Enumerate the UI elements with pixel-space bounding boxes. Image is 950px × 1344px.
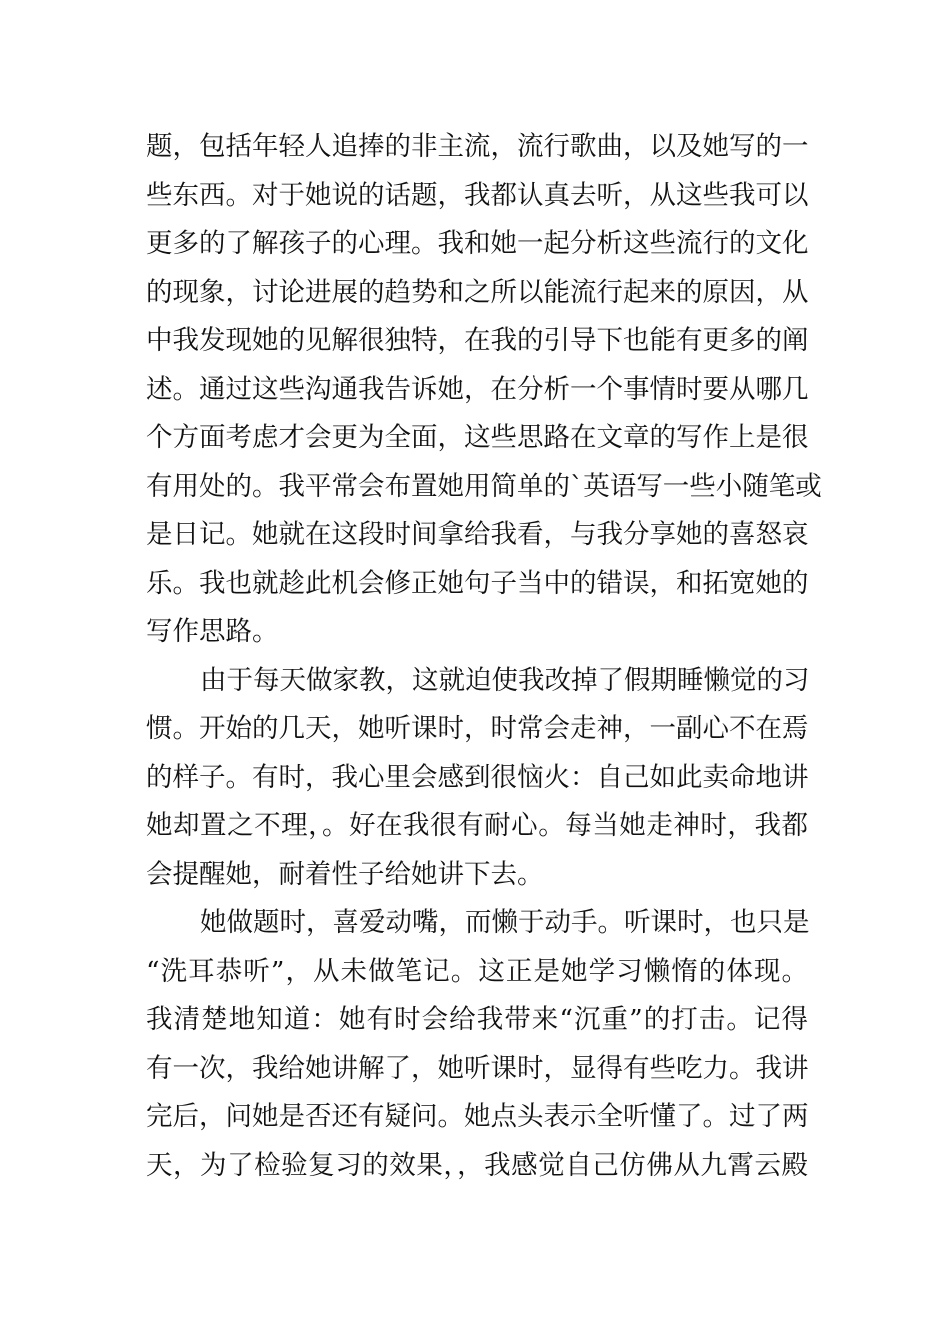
text-line: 中我发现她的见解很独特，在我的引导下也能有更多的阐 <box>146 325 809 356</box>
text-line-indented: 她做题时，喜爱动嘴，而懒于动手。听课时，也只是 <box>200 907 810 938</box>
text-line: 有用处的。我平常会布置她用简单的`英语写一些小随笔或 <box>146 470 822 502</box>
text-line: 我清楚地知道：她有时会给我带来“沉重”的打击。记得 <box>146 1004 808 1035</box>
text-line: 惯。开始的几天，她听课时，时常会走神，一副心不在焉 <box>146 713 809 744</box>
text-line: 个方面考虑才会更为全面，这些思路在文章的写作上是很 <box>146 422 809 453</box>
text-line: 她却置之不理，。好在我很有耐心。每当她走神时，我都 <box>146 810 808 841</box>
text-line: 题，包括年轻人追捧的非主流，流行歌曲，以及她写的一 <box>146 131 809 162</box>
text-line: 更多的了解孩子的心理。我和她一起分析这些流行的文化 <box>146 228 809 259</box>
text-line: 完后，问她是否还有疑问。她点头表示全听懂了。过了两 <box>146 1101 809 1132</box>
text-line: 有一次，我给她讲解了，她听课时，显得有些吃力。我讲 <box>146 1052 809 1084</box>
text-line: 的现象，讨论进展的趋势和之所以能流行起来的原因，从 <box>146 276 809 308</box>
text-line: 乐。我也就趁此机会修正她句子当中的错误，和拓宽她的 <box>146 567 809 599</box>
document-body <box>146 123 822 1190</box>
text-line: 是日记。她就在这段时间拿给我看，与我分享她的喜怒哀 <box>146 519 809 550</box>
text-line: 述。通过这些沟通我告诉她，在分析一个事情时要从哪几 <box>146 373 809 405</box>
text-line: 会提醒她，耐着性子给她讲下去。 <box>146 858 544 890</box>
text-line: 些东西。对于她说的话题，我都认真去听，从这些我可以 <box>146 179 809 211</box>
text-line: 写作思路。 <box>146 616 279 647</box>
text-line: “洗耳恭听”，从未做笔记。这正是她学习懒惰的体现。 <box>146 955 808 987</box>
text-line: 的样子。有时，我心里会感到很恼火：自己如此卖命地讲 <box>146 761 809 793</box>
text-line-indented: 由于每天做家教，这就迫使我改掉了假期睡懒觉的习 <box>200 664 810 696</box>
text-line: 天，为了检验复习的效果，，我感觉自己仿佛从九霄云殿 <box>146 1149 808 1181</box>
